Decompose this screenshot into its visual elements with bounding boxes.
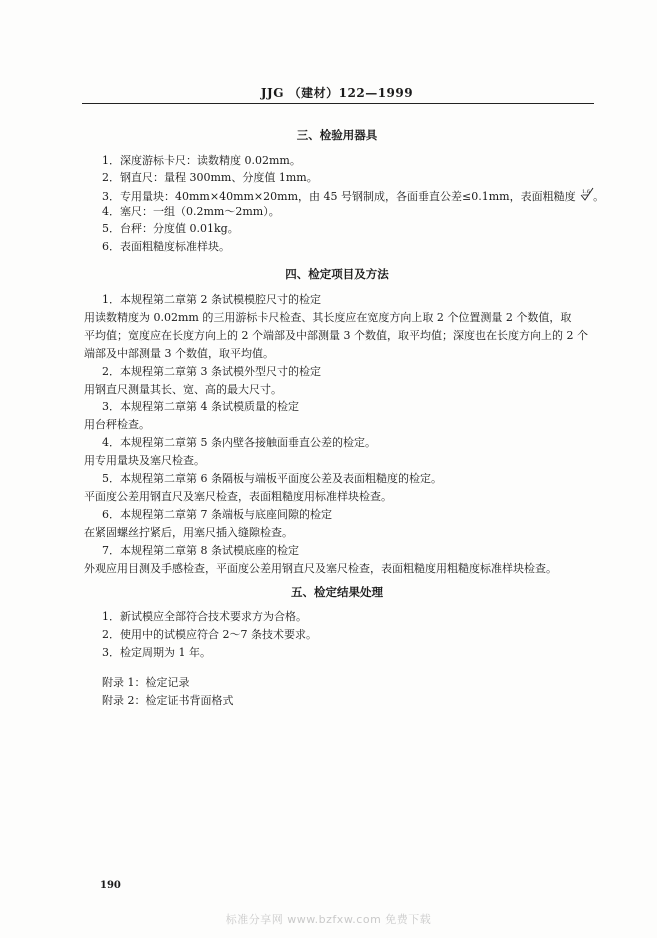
appendix-2: 附录 2：检定证书背面格式	[102, 694, 234, 707]
tool-item-2: 2．钢直尺：量程 300mm、分度值 1mm。	[102, 171, 318, 184]
result-item-1: 1．新试模应全部符合技术要求方为合格。	[102, 610, 307, 623]
tool-item-1: 1．深度游标卡尺：读数精度 0.02mm。	[102, 154, 301, 167]
tool-item-4: 4．塞尺：一组（0.2mm～2mm）。	[102, 205, 280, 218]
verification-heading-2: 2．本规程第二章第 3 条试模外型尺寸的检定	[102, 365, 321, 378]
verification-text-4: 用专用量块及塞尺检查。	[84, 454, 205, 467]
section-title-inspection-tools: 三、检验用器具	[296, 128, 378, 142]
verification-text-6: 在紧固螺丝拧紧后，用塞尺插入缝隙检查。	[84, 526, 293, 539]
verification-text-1a: 用读数精度为 0.02mm 的三用游标卡尺检查、其长度应在宽度方向上取 2 个位置测量 2 个数值，取	[84, 311, 572, 324]
result-item-2: 2．使用中的试模应符合 2～7 条技术要求。	[102, 628, 317, 641]
tool-item-5: 5．台秤：分度值 0.01kg。	[102, 222, 239, 235]
page-number: 190	[100, 880, 121, 891]
tool-item-3: 3．专用量块：40mm×40mm×20mm，由 45 号钢制成，各面垂直公差≤0.1mm，表面粗糙度 1.6 。	[102, 189, 605, 203]
section-title-verification-items: 四、检定项目及方法	[285, 267, 389, 281]
verification-heading-5: 5．本规程第二章第 6 条隔板与端板平面度公差及表面粗糙度的检定。	[102, 472, 442, 485]
verification-heading-4: 4．本规程第二章第 5 条内壁各接触面垂直公差的检定。	[102, 436, 376, 449]
verification-heading-1: 1．本规程第二章第 2 条试模模腔尺寸的检定	[102, 293, 321, 306]
tool-item-6: 6．表面粗糙度标准样块。	[102, 240, 230, 253]
verification-text-1c: 端部及中部测量 3 个数值，取平均值。	[84, 347, 274, 360]
verification-heading-7: 7．本规程第二章第 8 条试模底座的检定	[102, 544, 299, 557]
document-header: JJG （建材）122—1999	[260, 86, 414, 100]
section-title-results: 五、检定结果处理	[291, 585, 383, 599]
verification-text-7: 外观应用目测及手感检查，平面度公差用钢直尺及塞尺检查，表面粗糙度用粗糙度标准样块检查。	[84, 562, 557, 575]
surface-roughness-symbol-icon	[579, 188, 593, 202]
watermark: 标准分享网 www.bzfxw.com 免费下载	[225, 913, 432, 926]
verification-heading-6: 6．本规程第二章第 7 条端板与底座间隙的检定	[102, 508, 332, 521]
verification-text-1b: 平均值；宽度应在长度方向上的 2 个端部及中部测量 3 个数值，取平均值；深度也在长度方向上的 2 个	[84, 329, 588, 342]
verification-text-3: 用台秤检查。	[84, 418, 150, 431]
appendix-1: 附录 1：检定记录	[102, 676, 190, 689]
header-rule	[82, 103, 594, 104]
tool-item-3-text: 3．专用量块：40mm×40mm×20mm，由 45 号钢制成，各面垂直公差≤0.1mm，表面粗糙度	[102, 190, 576, 203]
verification-text-2: 用钢直尺测量其长、宽、高的最大尺寸。	[84, 383, 282, 396]
result-item-3: 3．检定周期为 1 年。	[102, 646, 211, 659]
verification-heading-3: 3．本规程第二章第 4 条试模质量的检定	[102, 400, 299, 413]
verification-text-5: 平面度公差用钢直尺及塞尺检查，表面粗糙度用标准样块检查。	[84, 490, 392, 503]
roughness-value: 1.6	[582, 189, 591, 195]
